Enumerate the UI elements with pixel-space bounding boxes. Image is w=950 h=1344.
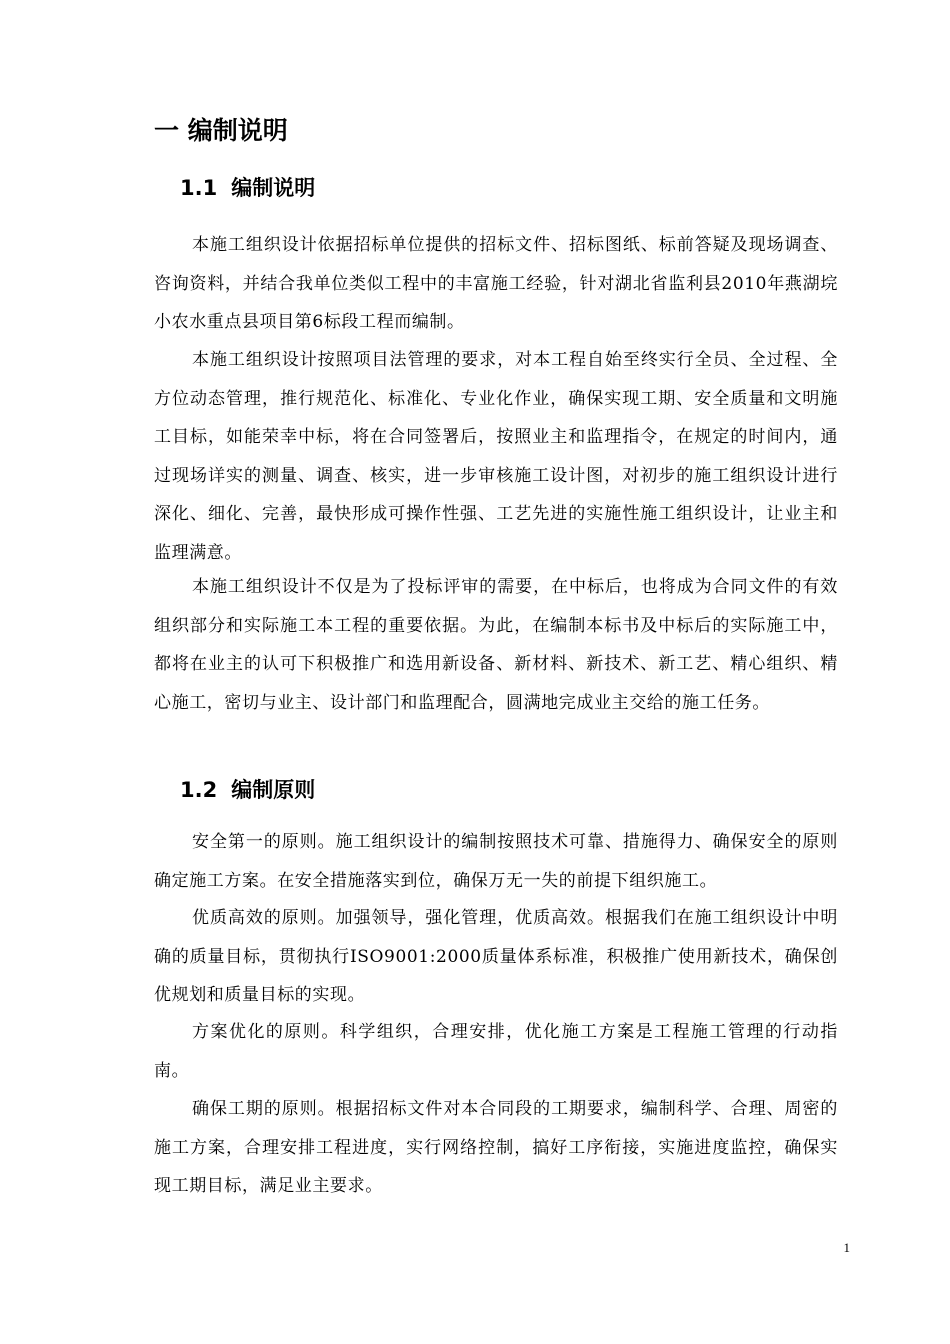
section-title: 编制说明 <box>231 176 316 200</box>
section-title: 编制原则 <box>231 778 316 802</box>
paragraph: 确保工期的原则。根据招标文件对本合同段的工期要求，编制科学、合理、周密的施工方案，合理安排工程进度，实行网络控制，搞好工序衔接，实施进度监控，确保实现工期目标，满足业主要求。 <box>154 1099 838 1196</box>
paragraph: 本施工组织设计依据招标单位提供的招标文件、招标图纸、标前答疑及现场调查、咨询资料，并结合我单位类似工程中的丰富施工经验，针对湖北省监利县2010年燕湖垸小农水重点县项目第6标段工程而编制。 <box>154 235 838 332</box>
paragraph: 优质高效的原则。加强领导，强化管理，优质高效。根据我们在施工组织设计中明确的质量目标，贯彻执行ISO9001:2000质量体系标准，积极推广使用新技术，确保创优规划和质量目标的实现。 <box>154 908 838 1005</box>
section-heading-1-2 <box>180 774 315 806</box>
paragraph: 方案优化的原则。科学组织，合理安排，优化施工方案是工程施工管理的行动指南。 <box>154 1022 838 1081</box>
section-number: 1.2 <box>180 778 218 802</box>
paragraph: 本施工组织设计不仅是为了投标评审的需要，在中标后，也将成为合同文件的有效组织部分和实际施工本工程的重要依据。为此，在编制本标书及中标后的实际施工中，都将在业主的认可下积极推广和选用新设备、新材料、新技术、新工艺、精心组织、精心施工，密切与业主、设计部门和监理配合，圆满地完成业主交给的施工任务。 <box>154 577 838 713</box>
paragraph: 安全第一的原则。施工组织设计的编制按照技术可靠、措施得力、确保安全的原则确定施工方案。在安全措施落实到位，确保万无一失的前提下组织施工。 <box>154 832 838 891</box>
section-number: 1.1 <box>180 176 218 200</box>
section-heading-1-1 <box>180 172 315 204</box>
chapter-title: 一 编制说明 <box>154 116 288 145</box>
page-number: 1 <box>843 1240 850 1255</box>
paragraph: 本施工组织设计按照项目法管理的要求，对本工程自始至终实行全员、全过程、全方位动态管理，推行规范化、标准化、专业化作业，确保实现工期、安全质量和文明施工目标，如能荣幸中标，将在合同签署后，按照业主和监理指令，在规定的时间内，通过现场详实的测量、调查、核实，进一步审核施工设计图，对初步的施工组织设计进行深化、细化、完善，最快形成可操作性强、工艺先进的实施性施工组织设计，让业主和监理满意。 <box>154 350 838 563</box>
